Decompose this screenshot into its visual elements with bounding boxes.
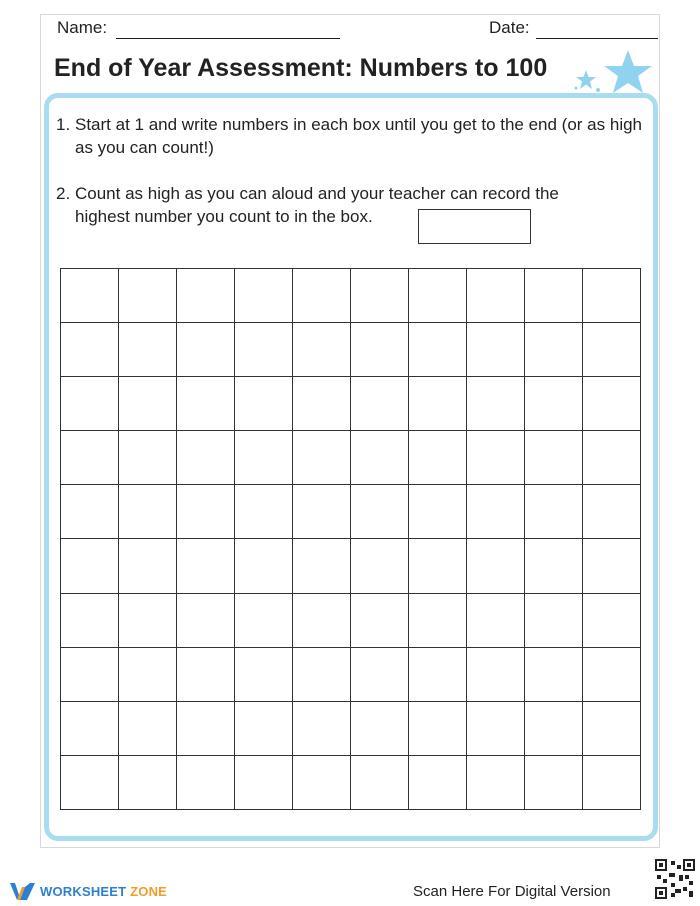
grid-cell[interactable] [293, 756, 351, 810]
grid-cell[interactable] [409, 323, 467, 377]
grid-cell[interactable] [409, 756, 467, 810]
grid-cell[interactable] [177, 648, 235, 702]
grid-cell[interactable] [119, 485, 177, 539]
grid-cell[interactable] [235, 648, 293, 702]
name-field[interactable] [116, 38, 340, 39]
grid-cell[interactable] [61, 377, 119, 431]
brand-name-part1: WORKSHEET [40, 883, 127, 899]
grid-cell[interactable] [583, 594, 641, 648]
grid-cell[interactable] [525, 485, 583, 539]
grid-cell[interactable] [61, 269, 119, 323]
grid-cell[interactable] [177, 323, 235, 377]
grid-cell[interactable] [235, 485, 293, 539]
grid-cell[interactable] [293, 594, 351, 648]
grid-cell[interactable] [293, 485, 351, 539]
name-label: Name: [57, 18, 108, 37]
highest-number-box[interactable] [418, 209, 531, 244]
grid-cell[interactable] [235, 377, 293, 431]
brand-name-part2: ZONE [130, 883, 168, 899]
grid-cell[interactable] [177, 485, 235, 539]
grid-cell[interactable] [409, 431, 467, 485]
grid-cell[interactable] [409, 702, 467, 756]
grid-cell[interactable] [351, 323, 409, 377]
grid-cell[interactable] [525, 431, 583, 485]
grid-cell[interactable] [409, 485, 467, 539]
grid-cell[interactable] [177, 377, 235, 431]
grid-cell[interactable] [177, 702, 235, 756]
grid-cell[interactable] [525, 702, 583, 756]
grid-cell[interactable] [119, 539, 177, 593]
grid-cell[interactable] [467, 648, 525, 702]
instruction-number: 1. [56, 115, 71, 134]
instruction-text: Start at 1 and write numbers in each box until you get to the end (or as high as you can count!) [75, 115, 643, 157]
instruction-1 [56, 113, 646, 159]
grid-cell[interactable] [235, 323, 293, 377]
grid-cell[interactable] [351, 431, 409, 485]
number-grid [60, 268, 641, 810]
grid-cell[interactable] [583, 269, 641, 323]
grid-cell[interactable] [583, 702, 641, 756]
grid-cell[interactable] [177, 539, 235, 593]
grid-cell[interactable] [351, 377, 409, 431]
grid-cell[interactable] [119, 648, 177, 702]
grid-cell[interactable] [351, 756, 409, 810]
grid-cell[interactable] [235, 702, 293, 756]
grid-cell[interactable] [409, 594, 467, 648]
grid-cell[interactable] [119, 702, 177, 756]
grid-cell[interactable] [61, 485, 119, 539]
grid-cell[interactable] [409, 648, 467, 702]
grid-cell[interactable] [583, 323, 641, 377]
grid-cell[interactable] [409, 539, 467, 593]
grid-cell[interactable] [409, 377, 467, 431]
grid-cell[interactable] [61, 648, 119, 702]
grid-cell[interactable] [61, 756, 119, 810]
grid-cell[interactable] [525, 648, 583, 702]
grid-cell[interactable] [583, 431, 641, 485]
page-title: End of Year Assessment: Numbers to 100 [54, 54, 548, 82]
grid-cell[interactable] [525, 539, 583, 593]
grid-cell[interactable] [351, 269, 409, 323]
grid-cell[interactable] [351, 648, 409, 702]
grid-cell[interactable] [61, 539, 119, 593]
brand-logo [10, 879, 167, 903]
grid-cell[interactable] [583, 377, 641, 431]
grid-cell[interactable] [235, 756, 293, 810]
grid-cell[interactable] [61, 323, 119, 377]
grid-cell[interactable] [235, 431, 293, 485]
grid-cell[interactable] [119, 594, 177, 648]
grid-cell[interactable] [525, 323, 583, 377]
grid-cell[interactable] [351, 539, 409, 593]
brand-name [40, 884, 167, 899]
grid-cell[interactable] [467, 377, 525, 431]
grid-cell[interactable] [583, 648, 641, 702]
grid-cell[interactable] [467, 756, 525, 810]
scan-text: Scan Here For Digital Version [413, 883, 611, 900]
grid-cell[interactable] [525, 594, 583, 648]
grid-cell[interactable] [583, 756, 641, 810]
grid-cell[interactable] [177, 756, 235, 810]
qr-code-icon[interactable] [655, 859, 695, 899]
grid-cell[interactable] [525, 269, 583, 323]
instruction-number: 2. [56, 184, 71, 203]
logo-icon [10, 881, 36, 901]
grid-cell[interactable] [293, 269, 351, 323]
grid-cell[interactable] [583, 485, 641, 539]
date-label: Date: [489, 18, 530, 37]
grid-cell[interactable] [119, 323, 177, 377]
grid-cell[interactable] [119, 756, 177, 810]
grid-cell[interactable] [525, 756, 583, 810]
grid-cell[interactable] [61, 702, 119, 756]
grid-cell[interactable] [467, 702, 525, 756]
grid-cell[interactable] [467, 594, 525, 648]
date-field[interactable] [536, 38, 658, 39]
grid-cell[interactable] [235, 594, 293, 648]
grid-cell[interactable] [467, 323, 525, 377]
grid-cell[interactable] [583, 539, 641, 593]
grid-cell[interactable] [467, 485, 525, 539]
grid-cell[interactable] [525, 377, 583, 431]
grid-cell[interactable] [177, 594, 235, 648]
grid-cell[interactable] [235, 269, 293, 323]
grid-cell[interactable] [119, 431, 177, 485]
grid-cell[interactable] [235, 539, 293, 593]
grid-cell[interactable] [351, 485, 409, 539]
grid-cell[interactable] [293, 648, 351, 702]
grid-cell[interactable] [119, 377, 177, 431]
instruction-text: Count as high as you can aloud and your teacher can record the highest number you count to in the box. [75, 184, 559, 226]
grid-cell[interactable] [293, 539, 351, 593]
grid-cell[interactable] [61, 431, 119, 485]
grid-cell[interactable] [177, 431, 235, 485]
grid-cell[interactable] [467, 431, 525, 485]
grid-cell[interactable] [467, 539, 525, 593]
grid-cell[interactable] [119, 269, 177, 323]
instruction-2 [56, 182, 616, 228]
grid-cell[interactable] [351, 594, 409, 648]
grid-cell[interactable] [293, 702, 351, 756]
grid-cell[interactable] [293, 323, 351, 377]
grid-cell[interactable] [293, 377, 351, 431]
grid-cell[interactable] [351, 702, 409, 756]
grid-cell[interactable] [61, 594, 119, 648]
grid-cell[interactable] [293, 431, 351, 485]
grid-cell[interactable] [467, 269, 525, 323]
grid-cell[interactable] [409, 269, 467, 323]
grid-cell[interactable] [177, 269, 235, 323]
